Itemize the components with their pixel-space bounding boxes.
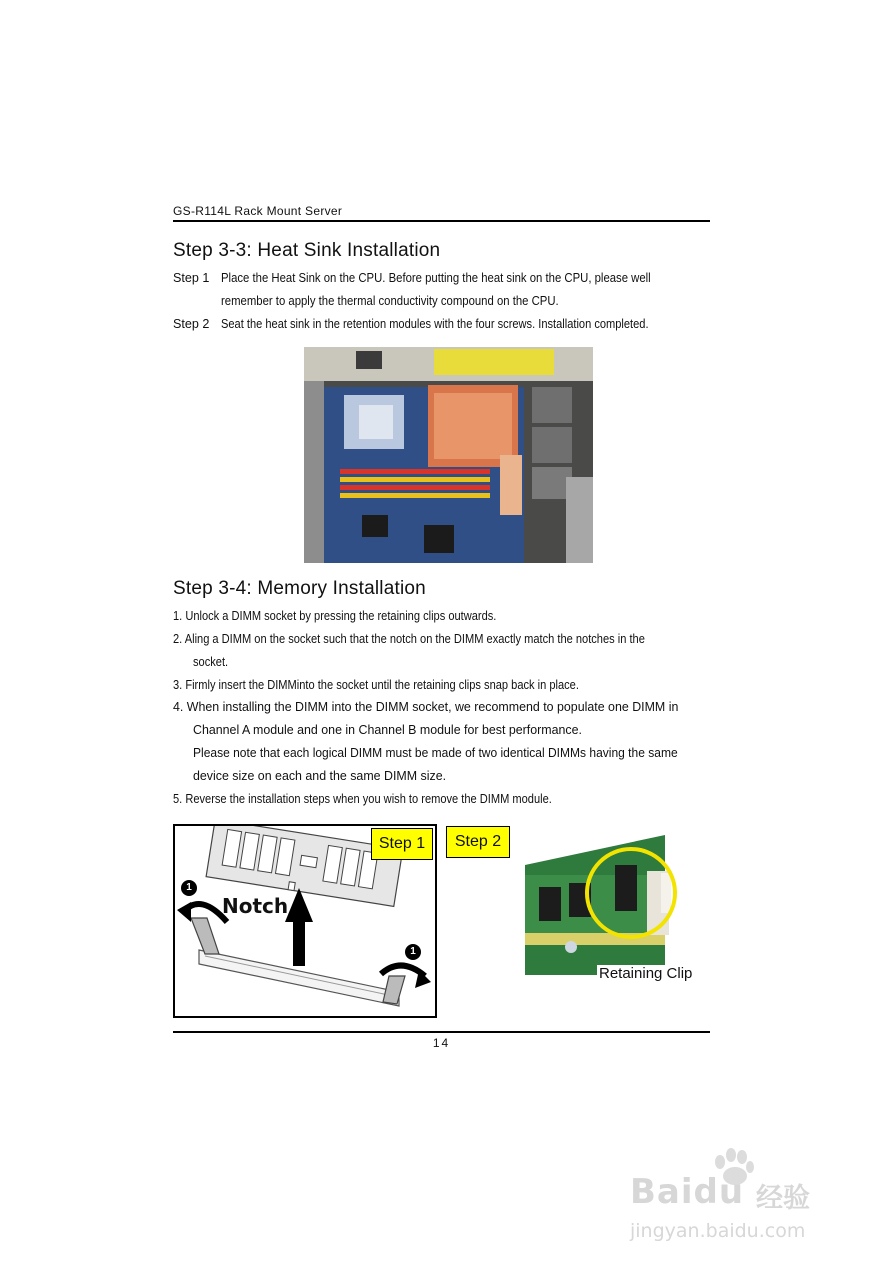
heat-sink-heading: Step 3-3: Heat Sink Installation [173,240,441,261]
footer-rule [173,1031,710,1033]
watermark-url: jingyan.baidu.com [630,1220,806,1242]
watermark-brand: Baidu [630,1172,745,1212]
page-number: 14 [432,1036,451,1050]
watermark-cn: 经验 [756,1183,810,1214]
memory-line-6: Channel A module and one in Channel B module for best performance. [193,723,582,737]
step2-line-1: Seat the heat sink in the retention modules with the four screws. Installation completed. [221,317,649,331]
clip-marker-right: 1 [410,946,416,957]
memory-line-9: 5. Reverse the installation steps when you wish to remove the DIMM module. [173,792,552,806]
step1-line-2: remember to apply the thermal conductivity compound on the CPU. [221,294,559,308]
step1-line-1: Place the Heat Sink on the CPU. Before putting the heat sink on the CPU, please well [221,271,651,285]
notch-label: Notch [222,894,289,918]
memory-line-7: Please note that each logical DIMM must be made of two identical DIMMs having the same [193,746,678,760]
header-rule [173,220,710,222]
retaining-clip-label: Retaining Clip [599,965,693,982]
step2-label: Step 2 [173,317,210,331]
retaining-clip-photo [525,835,695,980]
memory-heading: Step 3-4: Memory Installation [173,578,426,599]
memory-line-1: 1. Unlock a DIMM socket by pressing the retaining clips outwards. [173,609,497,623]
document-header: GS-R114L Rack Mount Server [173,204,343,218]
step1-label: Step 1 [173,271,210,285]
step1-box: Step 1 [371,828,433,860]
step2-box: Step 2 [446,826,510,858]
clip-marker-left: 1 [186,882,192,893]
heat-sink-photo [304,347,593,563]
dimm-diagram [173,824,437,1018]
memory-line-3: socket. [193,655,229,669]
memory-line-8: device size on each and the same DIMM size. [193,769,447,783]
memory-line-4: 3. Firmly insert the DIMMinto the socket until the retaining clips snap back in place. [173,678,579,692]
memory-line-2: 2. Aling a DIMM on the socket such that the notch on the DIMM exactly match the notches in the [173,632,645,646]
memory-line-5: 4. When installing the DIMM into the DIMM socket, we recommend to populate one DIMM in [173,700,679,714]
